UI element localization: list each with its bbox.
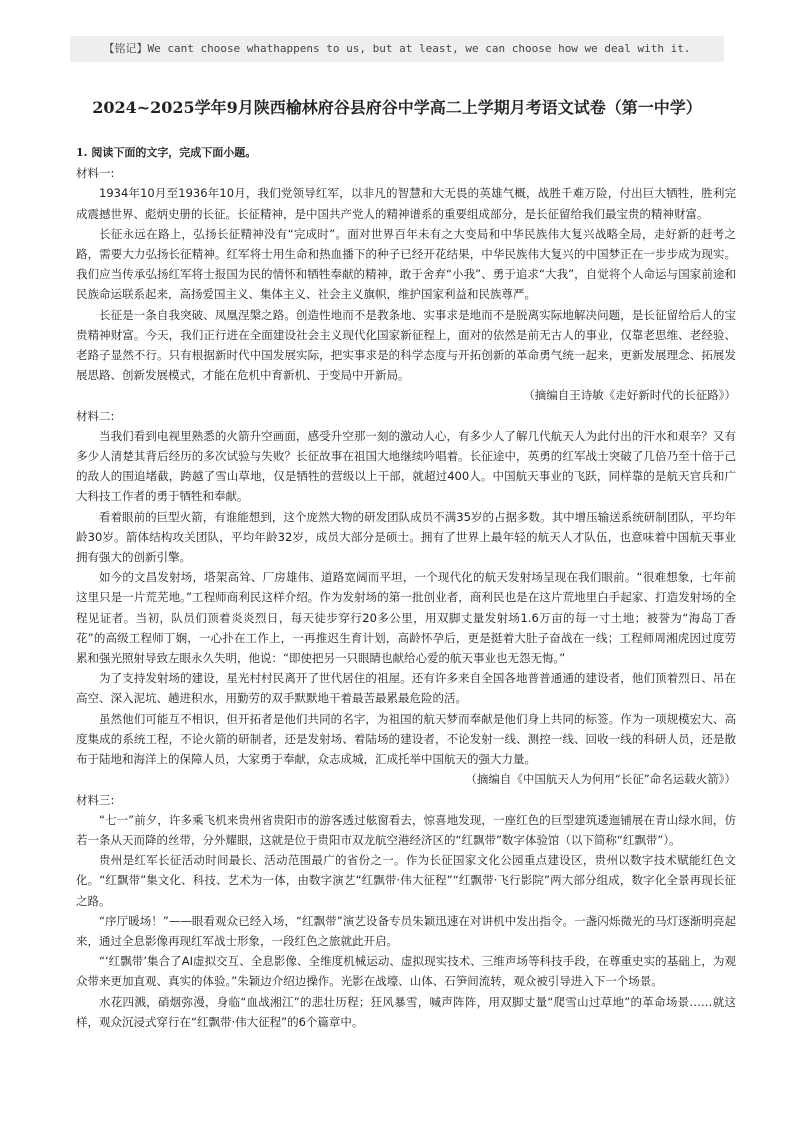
paragraph: “序厅暖场！”——眼看观众已经入场，“红飘带”演艺设备专员朱颖迅速在对讲机中发出指令。一盏闪烁微光的马灯逐渐明亮起来，通过全息影像再现红军战士形象，一段红色之旅就此开启。 — [76, 913, 736, 948]
source-citation: （摘编自王诗敏《走好新时代的长征路》） — [523, 388, 736, 403]
page-title: 2024~2025学年9月陕西榆林府谷县府谷中学高二上学期月考语文试卷（第一中学） — [92, 98, 702, 117]
paragraph: 贵州是红军长征活动时间最长、活动范围最广的省份之一。作为长征国家文化公园重点建设区，贵州以数字技术赋能红色文化。“红飘带”集文化、科技、艺术为一体，由数字演艺“红飘带·伟大征程”“红飘带·飞行影院”两大部分组成，数字化全景再现长征之路。 — [76, 853, 736, 908]
paragraph: 1934年10月至1936年10月，我们党领导红军，以非凡的智慧和大无畏的英雄气概，战胜千难万险，付出巨大牺牲，胜利完成震撼世界、彪炳史册的长征。长征精神，是中国共产党人的精神谱系的重要组成部分，是长征留给我们最宝贵的精神财富。 — [76, 186, 736, 221]
material-label: 材料二: — [76, 408, 115, 423]
paragraph: 长征永远在路上，弘扬长征精神没有“完成时”。面对世界百年未有之大变局和中华民族伟大复兴战略全局，走好新的赶考之路，需要大力弘扬长征精神。红军将士用生命和热血播下的种子已经开花结果，中华民族伟大复兴的中国梦正在一步步成为现实。我们应当传承弘扬红军将士报国为民的情怀和牺牲奉献的精神，敢于舍弃“小我”、勇于追求“大我”，自觉将个人命运与国家前途和民族命运联系起来，高扬爱国主义、集体主义、社会主义旗帜，维护国家利益和民族尊严。 — [76, 226, 736, 302]
paragraph: “‘红飘带’集合了AI虚拟交互、全息影像、全维度机械运动、虚拟现实技术、三维声场等科技手段，在尊重史实的基础上，为观众带来更加直观、真实的体验。”朱颖边介绍边操作。光影在战壕、山体、石笋间流转，观众被引导进入下一个场景。 — [76, 954, 736, 989]
paragraph: 当我们看到电视里熟悉的火箭升空画面，感受升空那一刻的激动人心，有多少人了解几代航天人为此付出的汗水和艰辛？又有多少人清楚其背后经历的多次试验与失败？长征故事在祖国大地继续吟唱着。长征途中，英勇的红军战士突破了几倍乃至十倍于己的敌人的围追堵截，跨越了雪山草地，仅是牺牲的营级以上干部，就超过400人。中国航天事业的飞跃，同样靠的是航天官兵和广大科技工作者的勇于牺牲和奉献。 — [76, 428, 736, 504]
question-prompt: 1. 阅读下面的文字，完成下面小题。 — [76, 146, 257, 159]
paragraph: 看着眼前的巨型火箭，有谁能想到，这个庞然大物的研发团队成员不满35岁的占据多数。其中增压输送系统研制团队，平均年龄30岁。箭体结构攻关团队，平均年龄32岁，成员大部分是硕士。拥有了世界上最年轻的航天人才队伍，也意味着中国航天事业拥有强大的创新引擎。 — [76, 509, 736, 565]
article-body — [76, 143, 736, 1032]
header-motto: 【铭记】We cant choose whathappens to us, but at least, we can choose how we deal with it. — [70, 36, 724, 62]
source-citation: （摘编自《中国航天人为何用“长征”命名运载火箭》） — [465, 772, 736, 787]
material-label: 材料三: — [76, 792, 115, 807]
paragraph: “七一”前夕，许多乘飞机来贵州省贵阳市的游客透过舷窗看去，惊喜地发现，一座红色的巨型建筑逶迤铺展在青山绿水间，仿若一条从天而降的丝带，分外耀眼，这就是位于贵阳市双龙航空港经济区的“红飘带”数字体验馆（以下简称“红飘带”）。 — [76, 812, 736, 847]
paragraph: 水花四溅，硝烟弥漫，身临“血战湘江”的悲壮历程；狂风暴雪，喊声阵阵，用双脚丈量“爬雪山过草地”的革命场景……就这样，观众沉浸式穿行在“红飘带·伟大征程”的6个篇章中。 — [76, 994, 736, 1029]
paragraph: 如今的文昌发射场，塔架高耸、厂房雄伟、道路宽阔而平坦，一个现代化的航天发射场呈现在我们眼前。“很难想象，七年前这里只是一片荒芜地。”工程师商利民这样介绍。作为发射场的第一批创业者，商利民也是在这片荒地里白手起家、打造发射场的全程见证者。当初，队员们顶着炎炎烈日，每天徒步穿行20多公里，用双脚丈量发射场1.6万亩的每一寸土地；被誉为“海岛丁香花”的高级工程师丁娴，一心扑在工作上，一再推迟生育计划，高龄怀孕后，更是挺着大肚子奋战在一线；工程师周湘虎因过度劳累和强光照射导致左眼永久失明，他说：“即使把另一只眼睛也献给心爱的航天事业也无怨无悔。” — [76, 570, 736, 666]
material-label: 材料一: — [76, 166, 115, 181]
paragraph: 长征是一条自我突破、凤凰涅槃之路。创造性地而不是教条地、实事求是地而不是脱离实际地解决问题，是长征留给后人的宝贵精神财富。今天，我们正行进在全面建设社会主义现代化国家新征程上，面对的依然是前无古人的事业，仅靠老思维、老经验、老路子显然不行。只有根据新时代中国发展实际，把实事求是的科学态度与开拓创新的革命勇气统一起来，更新发展理念、拓展发展思路、创新发展模式，才能在危机中育新机、于变局中开新局。 — [76, 307, 736, 383]
paragraph: 为了支持发射场的建设，星光村村民离开了世代居住的祖屋。还有许多来自全国各地普普通通的建设者，他们顶着烈日、吊在高空、深入泥坑、趟进积水，用勤劳的双手默默地干着最苦最累最危险的活。 — [76, 671, 736, 706]
paragraph: 虽然他们可能互不相识，但开拓者是他们共同的名字，为祖国的航天梦而奉献是他们身上共同的标签。作为一项规模宏大、高度集成的系统工程，不论火箭的研制者，还是发射场、着陆场的建设者，不论发射一线、测控一线、回收一线的科研人员，还是散布于陆地和海洋上的保障人员，大家勇于奉献，众志成城，汇成托举中国航天的强大力量。 — [76, 711, 736, 767]
